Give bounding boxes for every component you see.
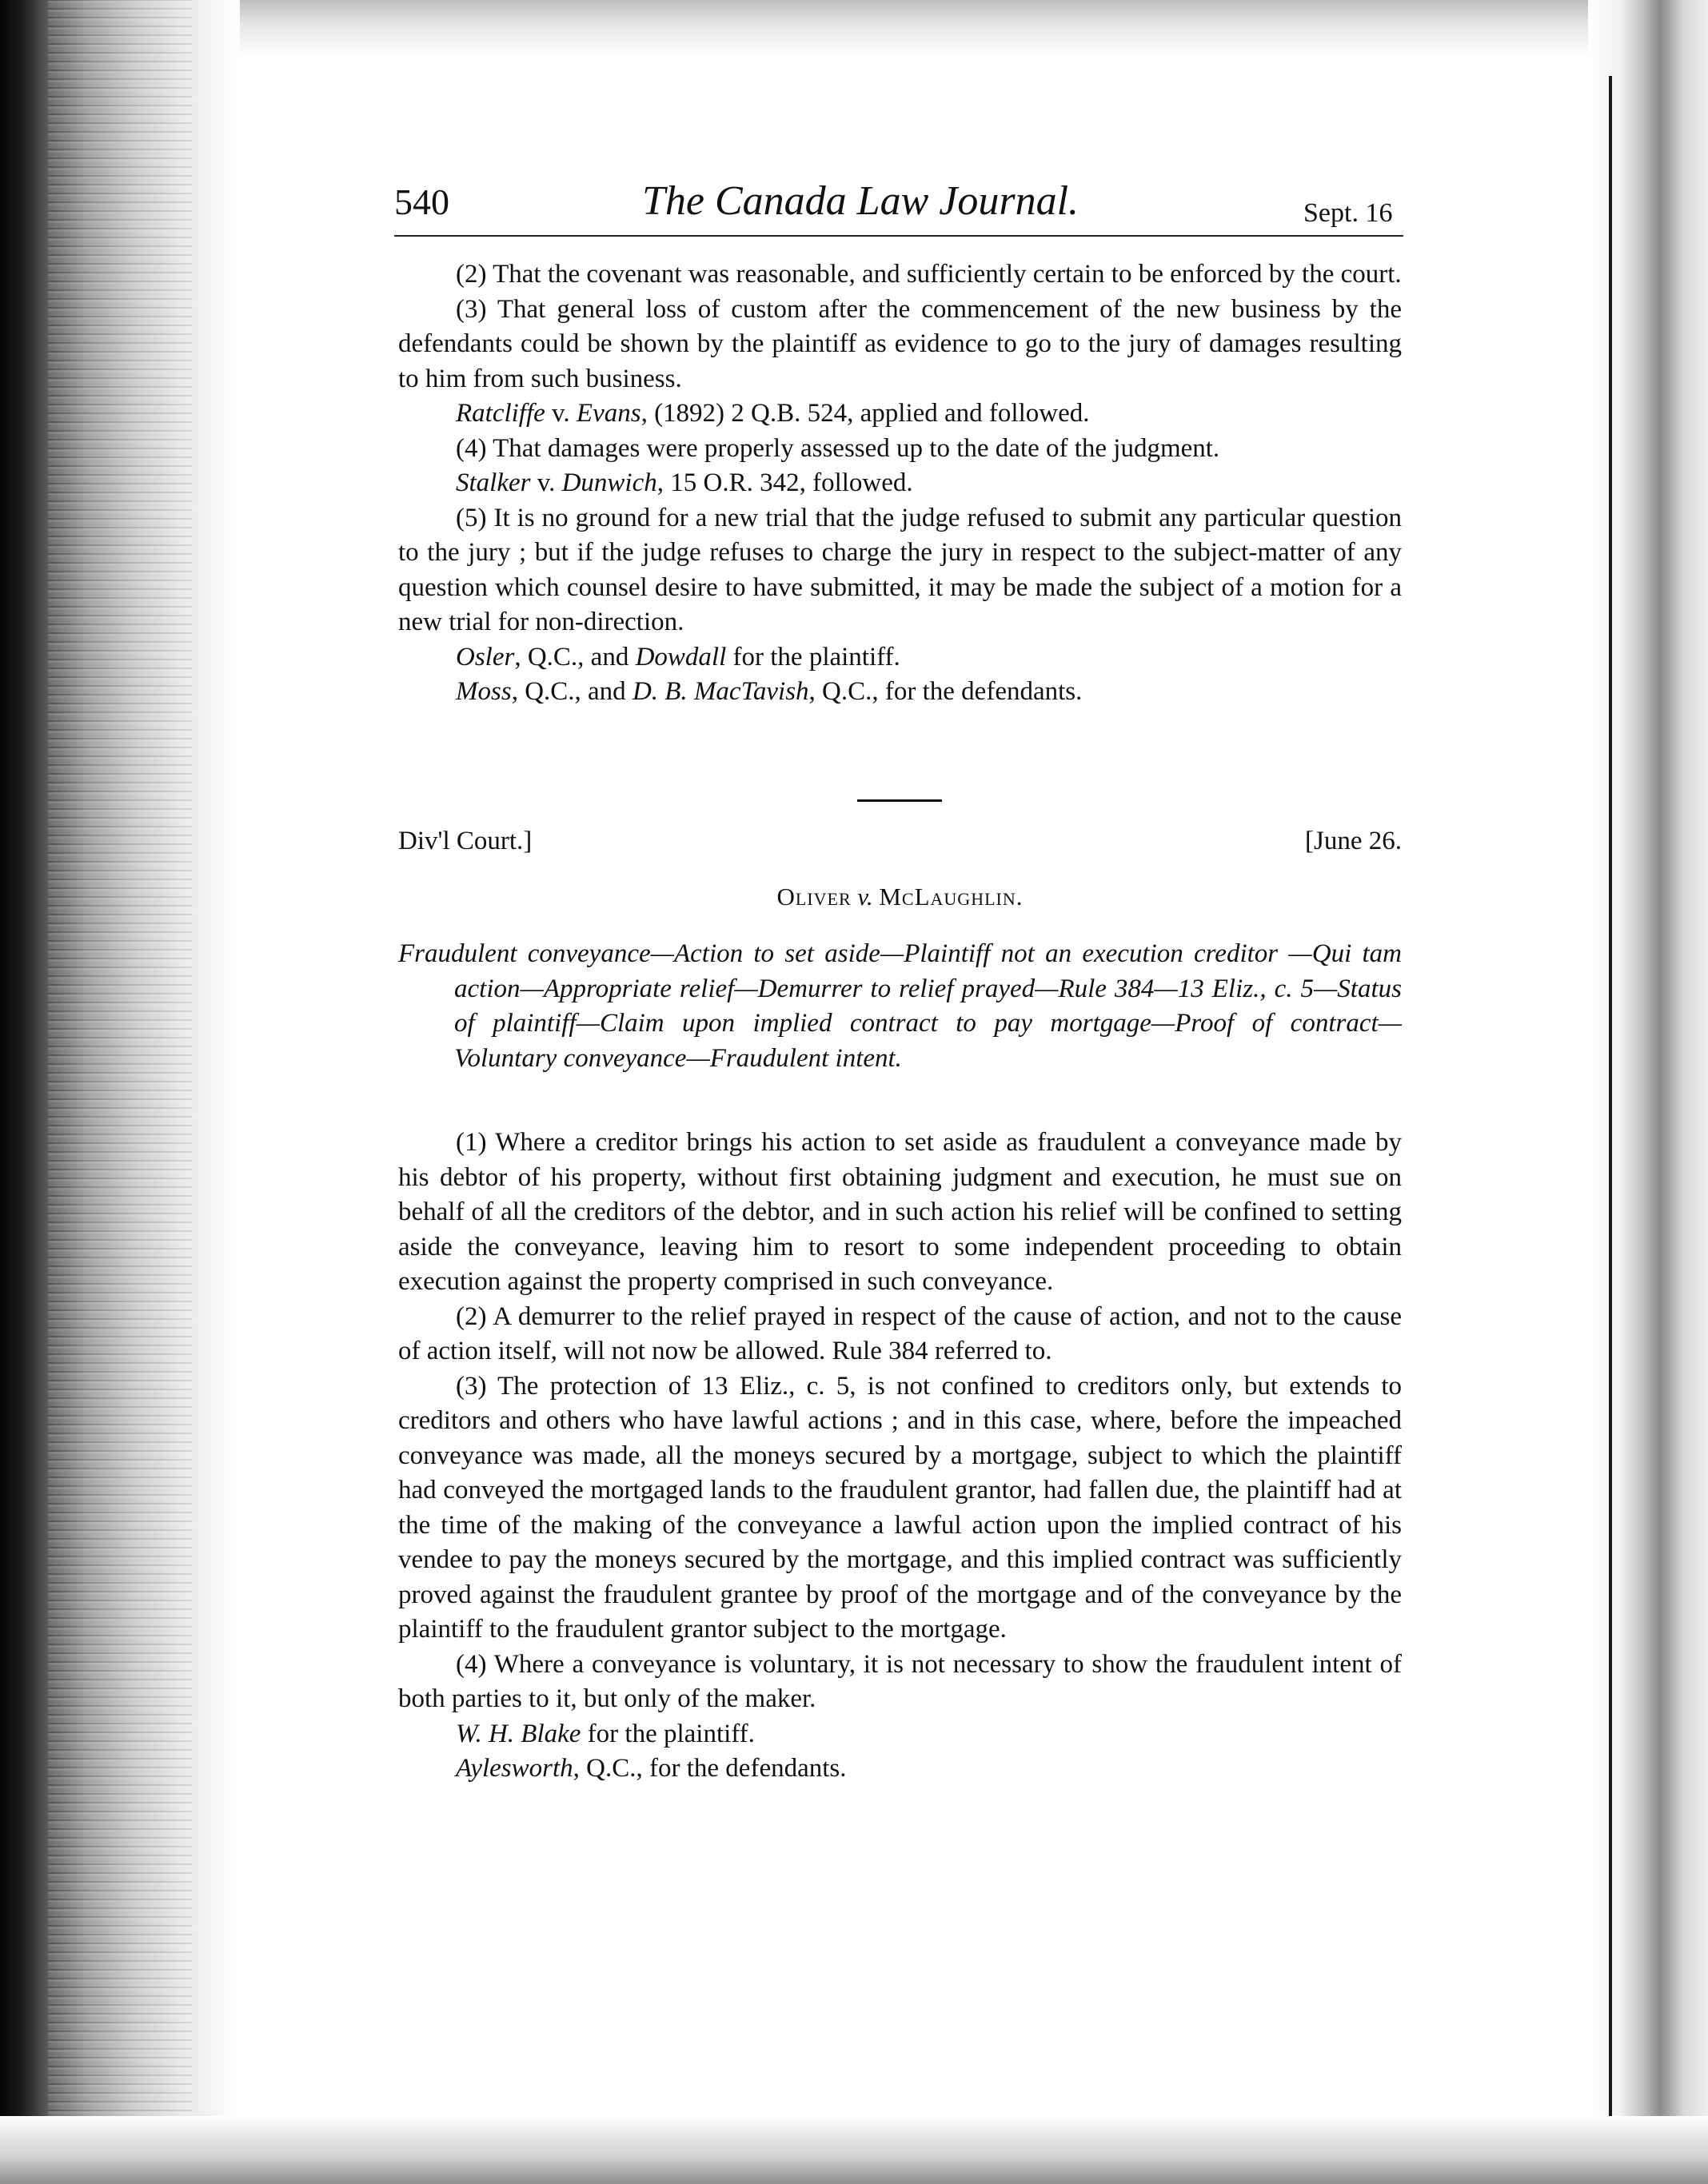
case-party: Oliver: [776, 883, 852, 911]
counsel-name: Aylesworth: [456, 1754, 573, 1783]
versus: v.: [851, 883, 880, 911]
counsel-text: for the plaintiff.: [581, 1719, 755, 1748]
citation-stalker: [398, 466, 1402, 501]
counsel-defendants: [398, 675, 1402, 710]
previous-case-continuation: [398, 257, 1402, 710]
counsel-name: Moss: [456, 677, 512, 706]
holding-3: (3) The protection of 13 Eliz., c. 5, is not confined to creditors only, but extends to creditors and others who have lawful actions ; and in this case, where, before the impeached conveyance was made, all the moneys secured by a mortgage, subject to which the plaintiff had conveyed the mortgaged lands to the fraudulent grantor, had fallen due, the plaintiff had at the time of the making of the conveyance a lawful action upon the implied contract of his vendee to pay the moneys secured by the mortgage, and this implied contract was sufficiently proved against the fraudulent grantee by proof of the mortgage and of the conveyance by the plaintiff to the fraudulent grantor subject to the mortgage.: [398, 1371, 1402, 1644]
counsel-text: for the plaintiff.: [726, 642, 900, 672]
counsel-plaintiff: [398, 640, 1402, 676]
versus: v.: [530, 468, 562, 497]
holding-2: (2) A demurrer to the relief prayed in respect of the cause of action, and not to the cause of action itself, will not now be allowed. Rule 384 referred to.: [398, 1301, 1402, 1365]
section-divider: [857, 799, 942, 802]
header-date: Sept. 16: [1303, 198, 1393, 228]
header-rule: [394, 235, 1403, 237]
citation-text: , 15 O.R. 342, followed.: [656, 468, 913, 497]
case-party: Stalker: [456, 468, 531, 497]
headnote: Fraudulent conveyance—Action to set aside—Plaintiff not an execution creditor —Qui tam action—Appropriate relief—Demurrer to relief prayed—Rule 384—13 Eliz., c. 5—Status of plaintiff—Claim upon implied contract to pay mortgage—Proof of contract—Voluntary conveyance—Fraudulent intent.: [398, 939, 1402, 1073]
court-name: Div'l Court.]: [398, 827, 533, 855]
case-party: Dunwich: [561, 468, 657, 497]
journal-title: The Canada Law Journal.: [642, 178, 1079, 224]
holding-3: (3) That general loss of custom after the commencement of the new business by the defendants could be shown by the plaintiff as evidence to go to the jury of damages resulting to him from such business.: [398, 294, 1402, 393]
case-party: Ratcliffe: [456, 399, 545, 428]
case-title: [398, 883, 1402, 911]
holding-4: (4) That damages were properly assessed up to the date of the judgment.: [456, 433, 1220, 463]
counsel-name: W. H. Blake: [456, 1719, 581, 1748]
citation-ratcliffe: [398, 397, 1402, 432]
case-headnote-block: [398, 937, 1402, 1076]
case-party: McLaughlin.: [879, 883, 1024, 911]
holding-5: (5) It is no ground for a new trial that the judge refused to submit any particular question to the jury ; but if the judge refuses to charge the jury in respect to the subject-matter of any question which counsel desire to have submitted, it may be made the subject of a motion for a new trial for non-direction.: [398, 503, 1402, 636]
case-party: Evans: [576, 399, 641, 428]
counsel-name: D. B. MacTavish: [632, 677, 809, 706]
decision-date: [June 26.: [1305, 827, 1402, 855]
counsel-text: , Q.C., for the defendants.: [808, 677, 1083, 706]
counsel-plaintiff: [398, 1717, 1402, 1752]
holding-2: (2) That the covenant was reasonable, and sufficiently certain to be enforced by the court.: [456, 260, 1402, 289]
counsel-name: Dowdall: [635, 642, 727, 672]
case-holdings: [398, 1126, 1402, 1787]
holding-1: (1) Where a creditor brings his action to set aside as fraudulent a conveyance made by his debtor of his property, without first obtaining judgment and execution, he must sue on behalf of all the creditors of the debtor, and in such action his relief will be confined to setting aside the conveyance, leaving him to resort to some independent proceeding to obtain execution against the property comprised in such conveyance.: [398, 1128, 1402, 1296]
counsel-text: , Q.C., and: [511, 677, 633, 706]
counsel-name: Osler: [456, 642, 515, 672]
versus: v.: [545, 399, 577, 428]
counsel-defendants: [398, 1752, 1402, 1787]
citation-text: , (1892) 2 Q.B. 524, applied and followed.: [640, 399, 1090, 428]
page-number: 540: [394, 181, 449, 222]
holding-4: (4) Where a conveyance is voluntary, it is not necessary to show the fraudulent intent of both parties to it, but only of the maker.: [398, 1649, 1402, 1713]
counsel-text: , Q.C., and: [514, 642, 636, 672]
counsel-text: , Q.C., for the defendants.: [573, 1754, 847, 1783]
